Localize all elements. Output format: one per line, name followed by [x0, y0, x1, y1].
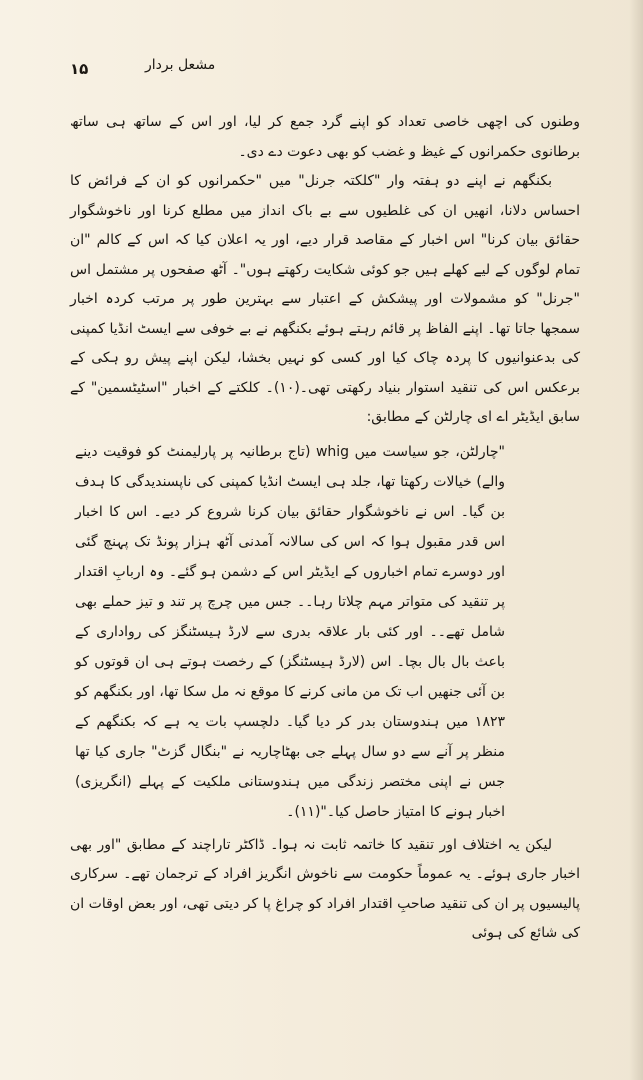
body-text [70, 108, 580, 949]
paragraph-1: وطنوں کی اچھی خاصی تعداد کو اپنے گرد جمع کر لیا، اور اس کے ساتھ ہی ساتھ برطانوی حکمرانوں کے غیظ و غضب کو بھی دعوت دے دی۔ [70, 114, 580, 160]
paragraph-3: لیکن یہ اختلاف اور تنقید کا خاتمہ ثابت نہ ہوا۔ ڈاکٹر تاراچند کے مطابق "اور بھی اخبار جاری ہوئے۔ یہ عموماً حکومت سے ناخوش انگریز افراد کے ترجمان تھے۔ سرکاری پالیسیوں پر ان کی تنقید صاحبِ اقتدار افراد کو چراغ پا کر دیتی تھی، اور بعض اوقات ان کی شائع کی ہوئی [70, 836, 580, 941]
block-quote [70, 437, 580, 827]
block-quote-text: "چارلٹن، جو سیاست میں whig (تاج برطانیہ پر پارلیمنٹ کو فوقیت دینے والے) خیالات رکھتا تھا، جلد ہی ایسٹ انڈیا کمپنی کی ناپسندیدگی کا ہدف بن گیا۔ اس نے ناخوشگوار حقائق بیان کرنا شروع کر دیے۔ اس کا اخبار اس قدر مقبول ہوا کہ اس کی سالانہ آمدنی آٹھ ہزار پونڈ تک پہنچ گئی اور دوسرے تمام اخباروں کے ایڈیٹر اس کے دشمن ہو گئے۔ وہ اربابِ اقتدار پر تنقید کی متواتر مہم چلاتا رہا۔۔ جس میں چرچ پر تند و تیز حملے بھی شامل تھے۔۔ اور کئی بار علاقہ بدری سے لارڈ ہیسٹنگز کی رواداری کے باعث بال بال بچا۔ اس (لارڈ ہیسٹنگز) کے رخصت ہوتے ہی ان قوتوں کو بن آئی جنھیں اب تک من مانی کرنے کا موقع نہ مل سکا تھا، اور بکنگھم کو ۱۸۲۳ میں ہندوستان بدر کر دیا گیا۔ دلچسپ بات یہ ہے کہ بکنگھم کے منظر پر آنے سے دو سال پہلے جی بھٹاچاریہ نے "بنگال گزٹ" جاری کیا تھا جس نے اپنی مختصر زندگی میں ہندوستانی ملکیت کے پہلے (انگریزی) اخبار ہونے کا امتیاز حاصل کیا۔"(۱۱)۔ [75, 443, 506, 820]
page-header [70, 54, 563, 84]
paragraph-2: بکنگھم نے اپنے دو ہفتہ وار "کلکتہ جرنل" میں "حکمرانوں کو ان کے فرائض کا احساس دلانا، انھیں ان کی غلطیوں سے بے باک انداز میں مطلع کرنا اور ناخوشگوار حقائق بیان کرنا" اس اخبار کے مقاصد قرار دیے، اور یہ اعلان کیا کہ اس کے کالم "ان تمام لوگوں کے لیے کھلے ہیں جو کوئی شکایت رکھتے ہوں"۔ آٹھ صفحوں پر مشتمل اس "جرنل" کو مشمولات اور پیشکش کے اعتبار سے بہترین طور پر مرتب کردہ اخبار سمجھا جاتا تھا۔ اپنے الفاظ پر قائم رہتے ہوئے بکنگھم نے بے خوفی سے ایسٹ انڈیا کمپنی کی بدعنوانیوں کا پردہ چاک کیا اور کسی کو نہیں بخشا، لیکن اپنے پیش رو ہکی کے برعکس اس کی تنقید استوار بنیاد رکھتی تھی۔(۱۰)۔ کلکتے کے اخبار "اسٹیٹسمین" کے سابق ایڈیٹر اے ای چارلٹن کے مطابق: [70, 173, 581, 425]
running-title: مشعل بردار [145, 57, 216, 73]
page-number: ۱۵ [70, 60, 89, 78]
